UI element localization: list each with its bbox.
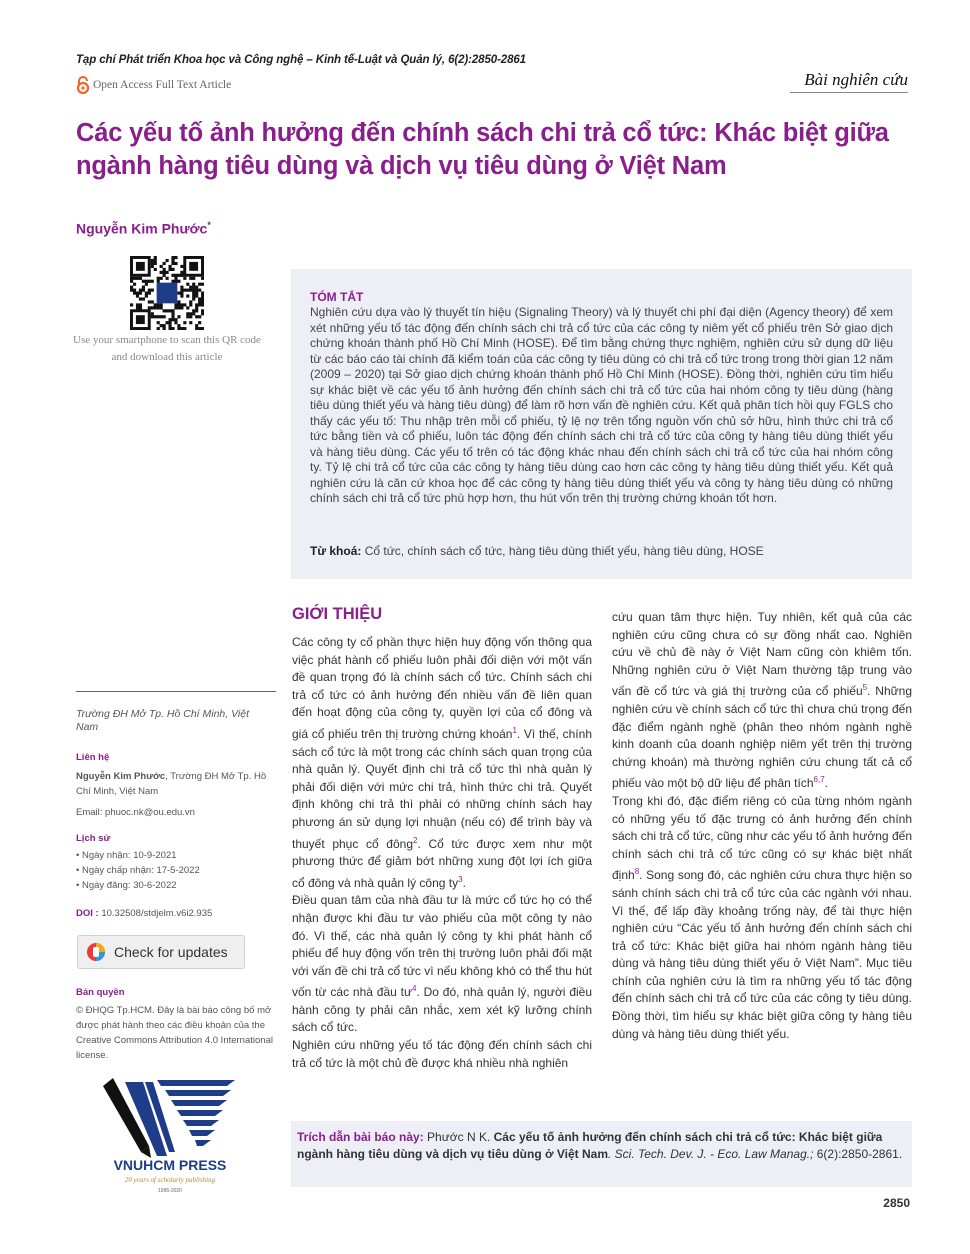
citation-pages: 6(2):2850-2861. [813, 1146, 903, 1161]
reference-link[interactable]: 5 [862, 683, 868, 693]
citation-journal: . Sci. Tech. Dev. J. - Eco. Law Manag.; [608, 1146, 814, 1161]
article-type-rule [790, 92, 908, 93]
doi-link[interactable]: 10.32508/stdjelm.v6i2.935 [101, 908, 213, 919]
press-years: 1995-2020 [158, 1188, 182, 1194]
sidebar-rule [76, 691, 276, 692]
reference-link[interactable]: 2 [413, 835, 418, 845]
keywords-label: Từ khoá: [310, 544, 362, 558]
author-mark: * [207, 220, 211, 230]
history-item: • Ngày nhận: 10-9-2021 [76, 850, 177, 861]
contact-heading: Liên hệ [76, 752, 110, 763]
press-tagline: 20 years of scholarly publishing [124, 1176, 216, 1184]
paragraph-text: . Những nghiên cứu về chính sách cổ tức thì chưa chú trọng đến đặc điểm ngành nghề (phân theo nhóm ngành nghề kinh doanh của doanh nghiệp niêm yết trên thị trường chứng khoán) mà thường nghiên cứu chung tất cả cổ phiếu vào một bộ dữ liệu để phân tích [612, 684, 913, 791]
paragraph [292, 892, 592, 1037]
keywords [310, 544, 893, 560]
qr-code[interactable] [130, 256, 204, 330]
qr-caption: Use your smartphone to scan this QR code and download this article [73, 334, 261, 363]
paragraph [292, 1037, 592, 1072]
history-list [76, 848, 276, 893]
article-type: Bài nghiên cứu [804, 70, 908, 89]
doi-label: DOI : [76, 908, 99, 919]
open-access-label: Open Access Full Text Article [93, 79, 232, 91]
history-received: Ngày nhận: 10-9-2021 [81, 850, 177, 861]
reference-link[interactable]: 1 [512, 725, 517, 735]
paragraph-text: cứu quan tâm thực hiện. Tuy nhiên, kết quả của các nghiên cứu cũng chưa có sự đồng nhất cao. Nghiên cứu về chủ đề này ở Việt Nam cũng còn khiêm tốn. Những nghiên cứu ở Việt Nam thường tập trung vào vấn đề cổ tức và giá thị trường của cổ phiếu [612, 610, 912, 699]
paragraph-text: Trong khi đó, đặc điểm riêng có của từng nhóm ngành có những yếu tố đặc trưng có ảnh hưởng đến chính sách chi trả cổ tức, cũng như các yếu tố ảnh hưởng đến chính sách chi trả cổ tức cũng có sự khác biệt nhất định [612, 793, 912, 883]
author-name[interactable]: Nguyễn Kim Phước [76, 220, 208, 237]
abstract-heading: TÓM TẮT [310, 290, 364, 304]
reference-link[interactable]: 8 [634, 867, 640, 877]
history-item: • Ngày đăng: 30-6-2022 [76, 880, 177, 891]
history-heading: Lịch sử [76, 833, 111, 844]
paragraph-text: . Vì thế, chính sách cổ tức là một trong các chính sách quan trọng của nhà quản lý. Quyết định chi trả cổ tức thì nhà quản lý phải đối diện với mức chi trả, hình thức chi trả. Quyết định không chi trả thì phải có những chính sách hay phương án sử dụng lợi nhuận (nếu có) để trình bày và thuyết phục cổ đông [292, 726, 592, 851]
citation-title: Các yếu tố ảnh hưởng đến chính sách chi trả cổ tức: Khác biệt giữa ngành hàng tiêu dùng và dịch vụ tiêu dùng ở Việt Nam [297, 1130, 883, 1161]
copyright-text: © ĐHQG Tp.HCM. Đây là bài báo công bố mở được phát hành theo các điều khoản của the Creative Commons Attribution 4.0 International license. [76, 1005, 273, 1061]
paragraph-text: . [824, 776, 828, 791]
copyright-heading: Bản quyền [76, 987, 125, 998]
check-updates-label: Check for updates [114, 944, 228, 960]
intro-column-left [292, 634, 592, 1072]
paragraph-text: Nghiên cứu những yếu tố tác động đến chính sách chi trả cổ tức là một chủ đề được khá nhiều nhà nghiên [292, 1038, 592, 1070]
doi-line [76, 906, 212, 921]
article-title: Các yếu tố ảnh hưởng đến chính sách chi trả cổ tức: Khác biệt giữa ngành hàng tiêu dùng và dịch vụ tiêu dùng ở Việt Nam [76, 119, 889, 180]
vnuhcm-press-logo [95, 1072, 245, 1197]
author-line [76, 220, 211, 237]
reference-link[interactable]: 6,7 [813, 775, 825, 785]
press-name: VNUHCM PRESS [113, 1157, 227, 1173]
page-number: 2850 [883, 1196, 910, 1210]
paragraph-text: Điều quan tâm của nhà đầu tư là mức cổ tức họ có thể nhận được khi đầu tư vào phiếu của một công ty nào đó. Vì thế, các nhà quản lý công ty khi phát hành cổ phiếu để huy động vốn trên thị trường luôn phải đối mặt với vấn đề chi trả cổ tức vì nếu không khó có thể thu hút vốn từ các nhà đầu tư [292, 893, 592, 1000]
paragraph-text: . [462, 875, 466, 890]
abstract-text: Nghiên cứu dựa vào lý thuyết tín hiệu (Signaling Theory) và lý thuyết chi phí đại diện (Agency theory) để xem xét những yếu tố tác động đến chính sách chi trả cổ tức của các công ty niêm yết cổ phiếu trên Sở giao dịch chứng khoán thành phố Hồ Chí Minh (HOSE). Để tìm bằng chứng thực nghiệm, nghiên cứu sử dụng dữ liệu từ các báo cáo tài chính đã kiểm toán của các công ty tiêu dùng có chi trả cổ tức trong trong thời gian 12 năm (2009 – 2020) tại Sở giao dịch chứng khoán thành phố Hồ Chí Minh (HOSE). Đồng thời, nghiên cứu tìm hiểu sự khác biệt về các yếu tố ảnh hưởng đến chính sách chi trả cổ tức của hai nhóm công ty tiêu dùng (hàng tiêu dùng thiết yếu và hàng tiêu dùng) để làm rõ hơn vấn đề nghiên cứu. Kết quả phân tích hồi quy FGLS cho thấy các yếu tố: Thu nhập trên mỗi cổ phiếu, tỷ lệ nợ trên tổng nguồn vốn chủ sở hữu, hình thức chi trả cổ tức bằng tiền và cổ phiếu, luôn tác động đến chính sách chi trả cổ tức của công ty hàng tiêu dùng thiết yếu và hàng tiêu dùng. Các yếu tố trên có tác động khác nhau đến chính sách chi trả cổ tức của hai nhóm công ty. Tỷ lệ chi trả cổ tức của các công ty hàng tiêu dùng cao hơn các công ty hàng tiêu dùng thiết yếu. Kết quả nghiên cứu là căn cứ khoa học để các công ty hàng tiêu dùng thiết yếu và công ty hàng tiêu dùng có những chính sách chi trả cổ tức phù hợp hơn, thu hút vốn trên thị trường chứng khoán tốt hơn. [310, 305, 893, 505]
history-accepted: Ngày chấp nhận: 17-5-2022 [81, 865, 200, 876]
contact-name: Nguyễn Kim Phước [76, 771, 166, 782]
paragraph [292, 634, 592, 892]
open-access-line [76, 76, 231, 94]
contact-info [76, 769, 276, 799]
paragraph-text: . Cổ tức được xem như một phương thức để giảm bớt những xung đột lợi ích giữa cổ đông và nhà quản lý công ty [292, 836, 592, 890]
contact-affiliation: , Trường ĐH Mở Tp. Hồ Chí Minh, Việt Nam [76, 771, 267, 797]
paragraph-text: . Do đó, nhà quản lý, người điều hành công ty phải cân nhắc, xem xét kỹ lưỡng chính sách cổ tức. [292, 985, 593, 1035]
intro-column-right [612, 609, 912, 1043]
paragraph-text: Các công ty cổ phần thực hiện huy động vốn thông qua việc phát hành cổ phiếu luôn phải đối diện với một vấn đề quan trọng đó là chính sách cổ tức. Chính sách chi trả cổ tức có ảnh hưởng đến nhiều vấn đề liên quan đến hoạt động của công ty, quyền lợi của cổ đông và giá cổ phiếu trên thị trường chứng khoán [292, 635, 592, 741]
reference-link[interactable]: 4 [412, 984, 417, 994]
journal-citation-line: Tạp chí Phát triển Khoa học và Công nghệ – Kinh tế-Luật và Quản lý, 6(2):2850-2861 [76, 54, 526, 66]
check-for-updates-button[interactable] [77, 935, 245, 969]
citation-author: Phước N K. [423, 1130, 494, 1144]
paragraph [612, 609, 912, 793]
paragraph-text: . Song song đó, các nghiên cứu chưa thực hiện so sánh chính sách chi trả cổ tức của các ngành với nhau. Vì thế, để lấp đầy khoảng trống này, để tài thực hiện nghiên cứu “Các yếu tố ảnh hưởng đến chính sách chi trả cổ tức: Khác biệt giữa hai nhóm ngành hàng tiêu dùng và hàng tiêu dùng thiết yếu ở Việt Nam”. Mục tiêu chính của nghiên cứu là tìm ra những yếu tố tác động đến chính sách chi trả cổ tức của các công ty tiêu dùng. Đồng thời, tìm hiểu sự khác biệt giữa công ty hàng tiêu dùng và hàng tiêu dùng thiết yếu. [612, 868, 912, 1041]
check-updates-icon [86, 942, 106, 962]
paragraph [612, 793, 912, 1043]
history-item: • Ngày chấp nhận: 17-5-2022 [76, 865, 200, 876]
contact-email[interactable]: Email: phuoc.nk@ou.edu.vn [76, 807, 195, 818]
affiliation: Trường ĐH Mở Tp. Hồ Chí Minh, Việt Nam [76, 708, 250, 733]
history-published: Ngày đăng: 30-6-2022 [81, 880, 177, 891]
keywords-list: Cổ tức, chính sách cổ tức, hàng tiêu dùng thiết yếu, hàng tiêu dùng, HOSE [364, 544, 764, 558]
citation-text [297, 1129, 909, 1162]
reference-link[interactable]: 3 [458, 874, 463, 884]
open-access-icon [76, 76, 90, 94]
intro-heading: GIỚI THIỆU [292, 605, 383, 623]
citation-label: Trích dẫn bài báo này: [297, 1130, 424, 1144]
